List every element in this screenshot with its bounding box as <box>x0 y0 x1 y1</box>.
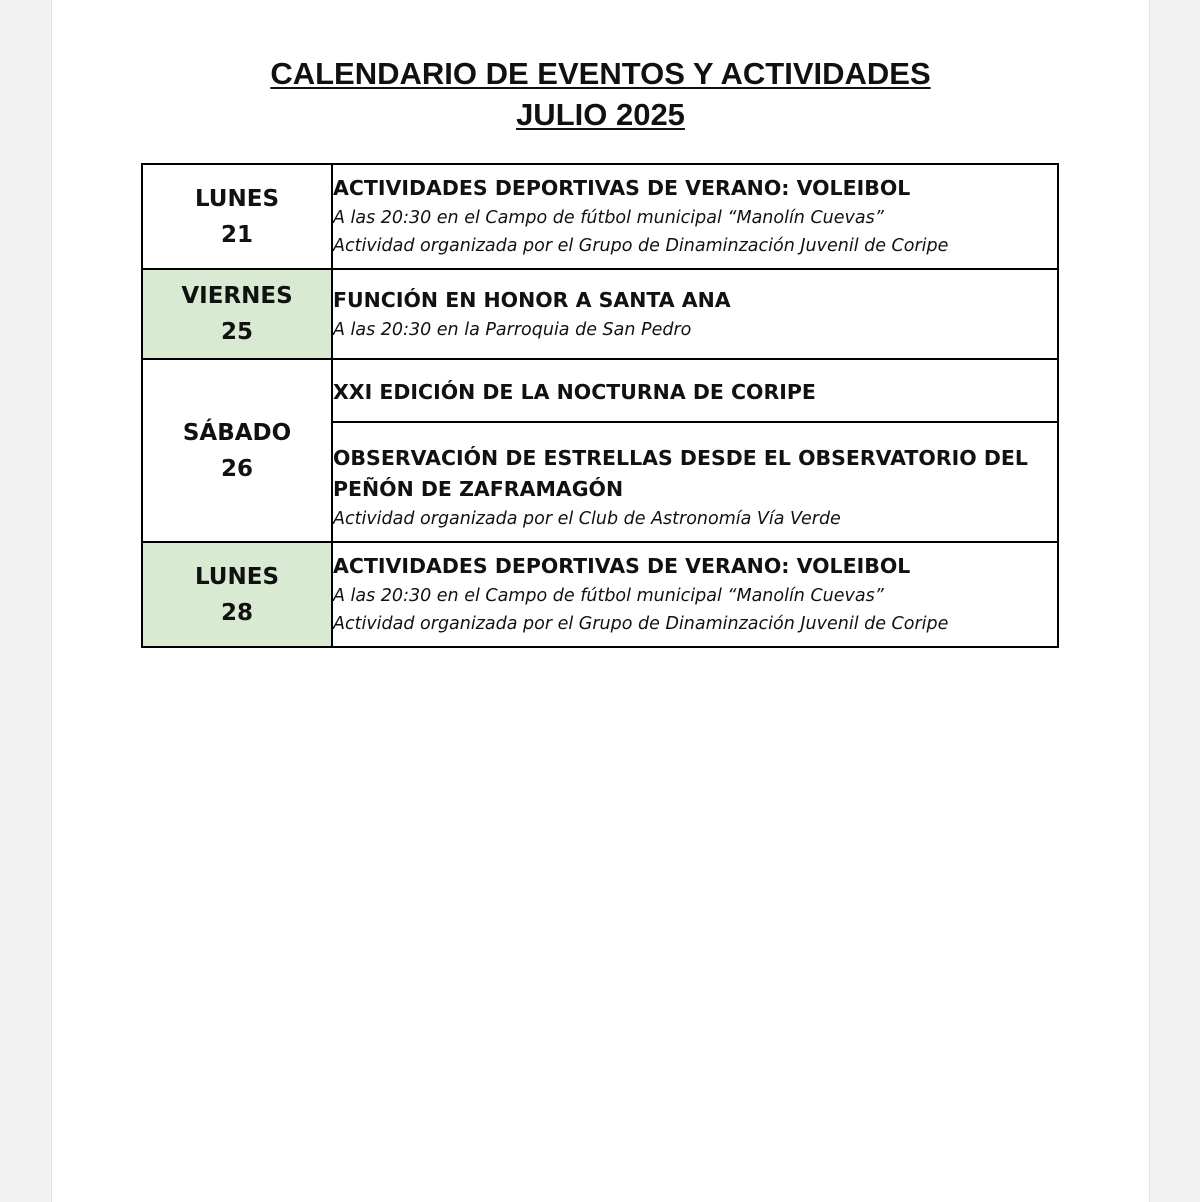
event-title: ACTIVIDADES DEPORTIVAS DE VERANO: VOLEIBOL <box>333 176 911 200</box>
day-name: LUNES <box>194 185 280 212</box>
events-calendar-table <box>141 163 1059 648</box>
event-cell <box>332 269 1058 359</box>
event-organizer: Actividad organizada por el Grupo de Dinaminzación Juvenil de Coripe <box>333 614 949 634</box>
event-cell <box>332 542 1058 647</box>
document-page <box>51 0 1150 1202</box>
event-cell <box>332 422 1058 542</box>
table-row <box>142 542 1058 647</box>
page-subtitle-month: JULIO 2025 <box>516 97 685 132</box>
event-title: XXI EDICIÓN DE LA NOCTURNA DE CORIPE <box>333 379 816 404</box>
page-title: CALENDARIO DE EVENTOS Y ACTIVIDADES <box>270 56 931 91</box>
event-title: ACTIVIDADES DEPORTIVAS DE VERANO: VOLEIBOL <box>333 554 911 578</box>
table-row <box>142 359 1058 422</box>
day-number: 26 <box>220 455 253 482</box>
event-detail: A las 20:30 en el Campo de fútbol municipal “Manolín Cuevas” <box>333 208 884 228</box>
day-cell <box>142 164 332 269</box>
event-title: FUNCIÓN EN HONOR A SANTA ANA <box>333 287 731 312</box>
event-title: OBSERVACIÓN DE ESTRELLAS DESDE EL OBSERVATORIO DEL PEÑÓN DE ZAFRAMAGÓN <box>333 446 1028 501</box>
event-detail: A las 20:30 en el Campo de fútbol municipal “Manolín Cuevas” <box>333 586 884 606</box>
day-number: 25 <box>220 319 253 345</box>
event-organizer: Actividad organizada por el Grupo de Dinaminzación Juvenil de Coripe <box>333 236 949 256</box>
day-name: SÁBADO <box>182 419 292 446</box>
table-row <box>142 164 1058 269</box>
day-number: 28 <box>220 599 253 626</box>
event-detail: A las 20:30 en la Parroquia de San Pedro <box>333 319 692 340</box>
day-cell <box>142 542 332 647</box>
event-cell <box>332 164 1058 269</box>
event-organizer: Actividad organizada por el Club de Astronomía Vía Verde <box>333 509 841 529</box>
day-name: VIERNES <box>181 283 293 309</box>
table-row <box>142 269 1058 359</box>
day-name: LUNES <box>194 563 280 590</box>
day-cell <box>142 269 332 359</box>
day-number: 21 <box>220 221 253 248</box>
day-cell <box>142 359 332 542</box>
event-cell <box>332 359 1058 422</box>
